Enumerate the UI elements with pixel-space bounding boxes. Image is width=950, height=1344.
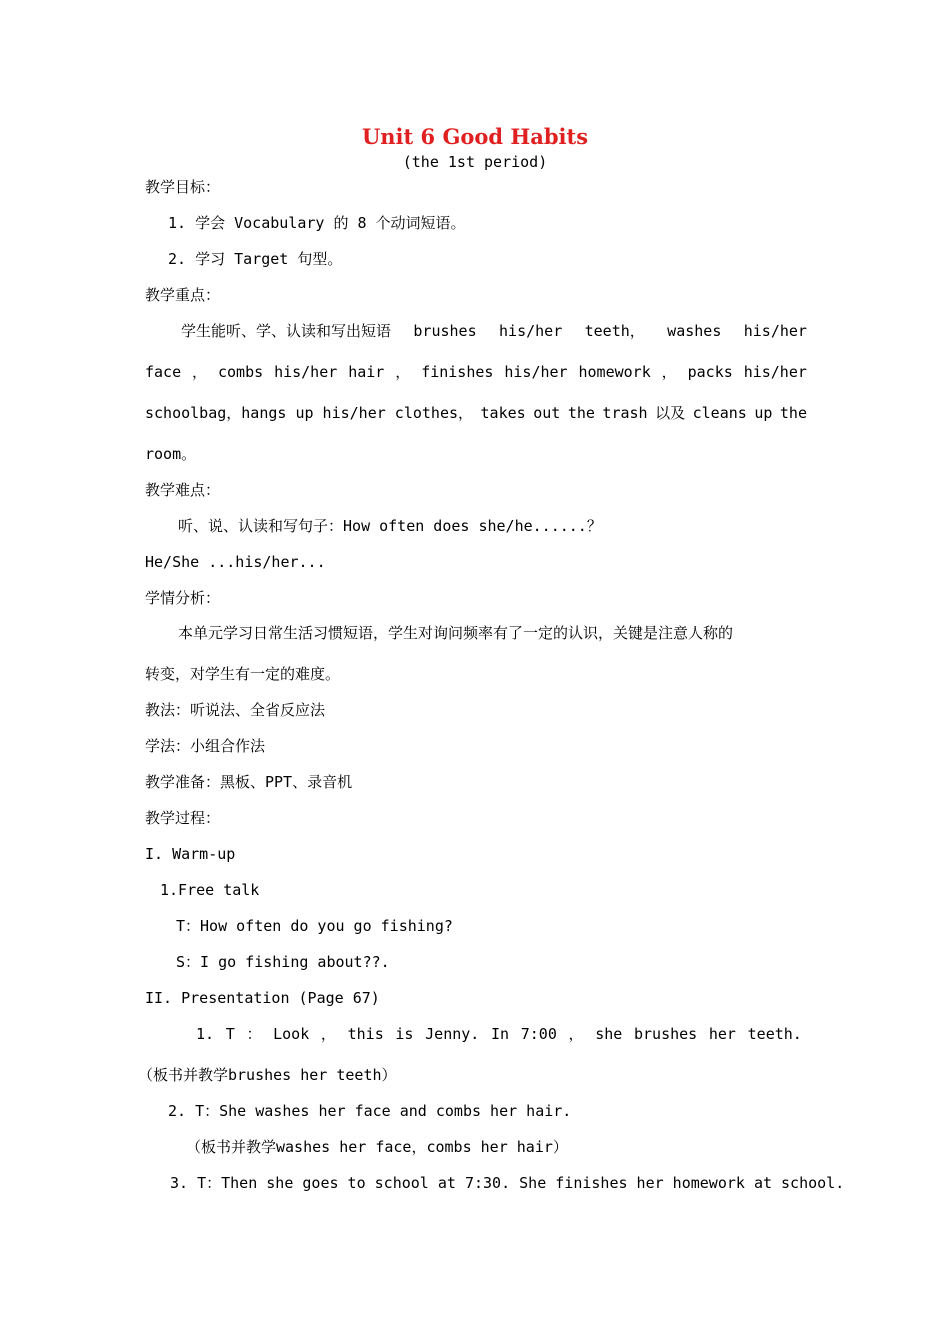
presentation-step-2: 2. T：She washes her face and combs her hair. [168, 1102, 572, 1120]
presentation-heading: II. Presentation (Page 67) [145, 989, 380, 1007]
teaching-method: 教法：听说法、全省反应法 [145, 701, 326, 719]
free-talk: 1.Free talk [160, 881, 260, 899]
presentation-step-3: 3. T：Then she goes to school at 7:30. She finishes her homework at school. [170, 1174, 845, 1192]
doc-title: Unit 6 Good Habits [361, 124, 589, 149]
goal-2: 2. 学习 Target 句型。 [168, 250, 343, 268]
goals-heading: 教学目标： [145, 178, 221, 196]
process-heading: 教学过程： [145, 809, 221, 827]
doc-subtitle: (the 1st period) [402, 153, 548, 171]
teacher-line: T：How often do you go fishing? [176, 917, 453, 935]
warmup-heading: I. Warm-up [145, 845, 236, 863]
difficult-line-1: 听、说、认读和写句子：How often does she/he......？ [178, 517, 602, 535]
key-line-1: 学生能听、学、认读和写出短语 brushes his/her teeth， washes his/her [181, 322, 807, 340]
analysis-heading: 学情分析： [145, 589, 221, 607]
presentation-step-1-note: （板书并教学brushes her teeth） [138, 1066, 397, 1084]
analysis-line-1: 本单元学习日常生活习惯短语，学生对询问频率有了一定的认识，关键是注意人称的 [178, 624, 734, 642]
preparation: 教学准备：黑板、PPT、录音机 [145, 773, 353, 791]
key-line-3: schoolbag，hangs up his/her clothes， takes out the trash 以及 cleans up the [145, 404, 807, 422]
presentation-step-1: 1. T ： Look ， this is Jenny. In 7:00 ， she brushes her teeth. [196, 1025, 802, 1043]
key-heading: 教学重点： [145, 286, 221, 304]
difficult-line-2: He/She ...his/her... [145, 553, 326, 571]
key-line-4: room。 [145, 445, 197, 463]
key-line-2: face ， combs his/her hair ， finishes his/her homework ， packs his/her [145, 363, 807, 381]
learning-method: 学法：小组合作法 [145, 737, 266, 755]
goal-1: 1. 学会 Vocabulary 的 8 个动词短语。 [168, 214, 466, 232]
difficult-heading: 教学难点： [145, 481, 221, 499]
presentation-step-2-note: （板书并教学washes her face，combs her hair） [186, 1138, 568, 1156]
analysis-line-2: 转变，对学生有一定的难度。 [145, 665, 341, 683]
student-line: S：I go fishing about??. [176, 953, 390, 971]
